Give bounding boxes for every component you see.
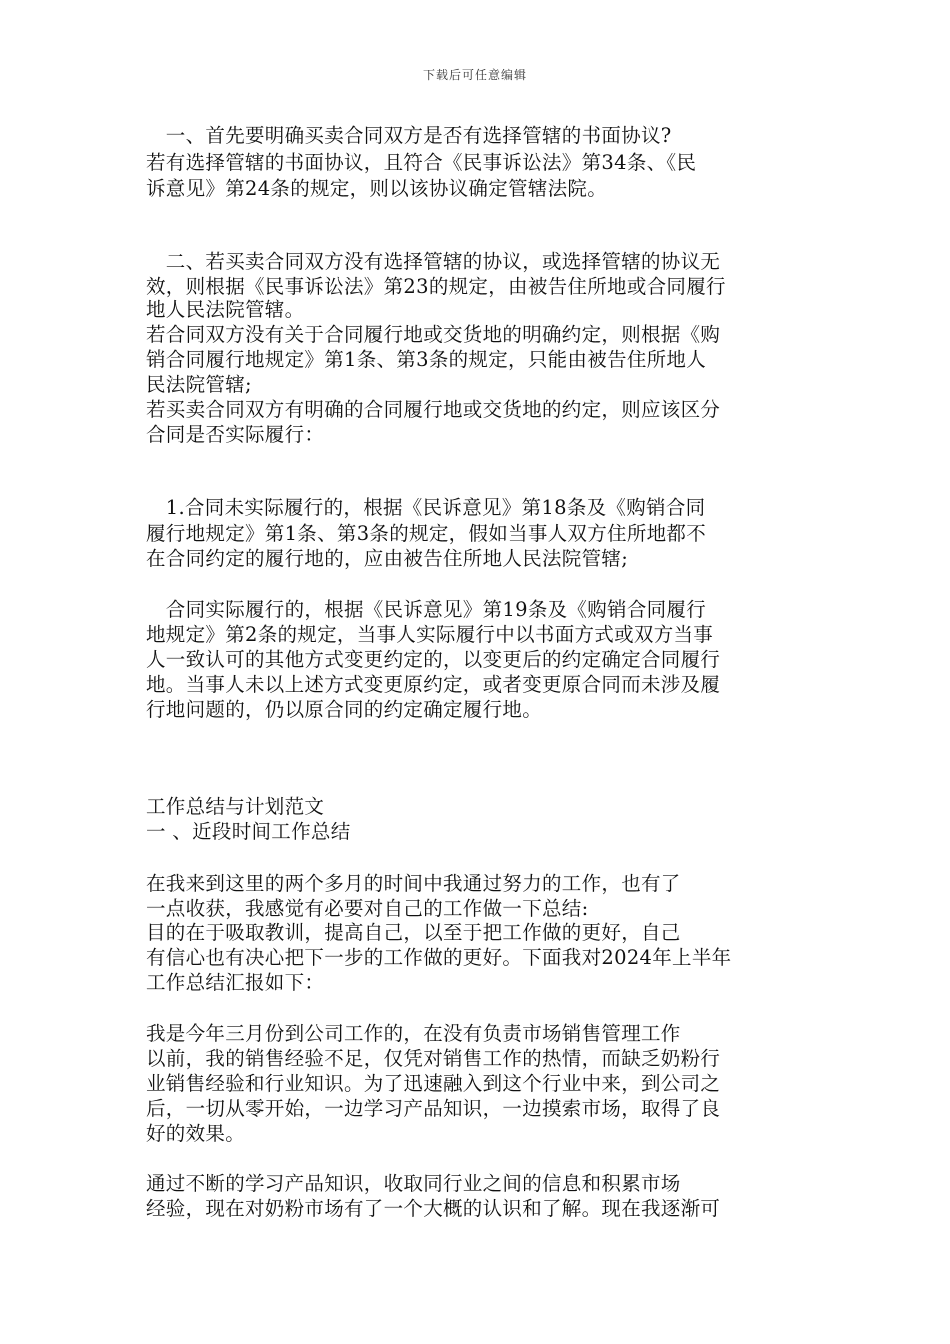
text-line: 若买卖合同双方有明确的合同履行地或交货地的约定，则应该区分	[146, 398, 721, 421]
text-line: 地。当事人未以上述方式变更原约定，或者变更原合同而未涉及履	[146, 673, 721, 696]
text-line: 有信心也有决心把下一步的工作做的更好。下面我对2024年上半年	[146, 946, 732, 969]
text-line: 通过不断的学习产品知识，收取同行业之间的信息和积累市场	[146, 1172, 681, 1195]
text-line: 以前，我的销售经验不足，仅凭对销售工作的热情，而缺乏奶粉行	[146, 1047, 721, 1070]
text-line: 诉意见》第24条的规定，则以该协议确定管辖法院。	[146, 177, 608, 200]
text-line: 地规定》第2条的规定，当事人实际履行中以书面方式或双方当事	[146, 623, 714, 646]
text-line: 业销售经验和行业知识。为了迅速融入到这个行业中来，到公司之	[146, 1072, 721, 1095]
text-line: 行地问题的，仍以原合同的约定确定履行地。	[146, 698, 543, 721]
text-line: 1.合同未实际履行的，根据《民诉意见》第18条及《购销合同	[146, 496, 706, 519]
text-line: 好的效果。	[146, 1122, 246, 1145]
text-line: 合同实际履行的，根据《民诉意见》第19条及《购销合同履行	[146, 598, 707, 621]
text-line: 我是今年三月份到公司工作的，在没有负责市场销售管理工作	[146, 1022, 681, 1045]
text-line: 若合同双方没有关于合同履行地或交货地的明确约定，则根据《购	[146, 323, 721, 346]
text-line: 效，则根据《民事诉讼法》第23的规定，由被告住所地或合同履行	[146, 275, 726, 298]
text-line: 一点收获，我感觉有必要对自己的工作做一下总结:	[146, 897, 589, 920]
page-header: 下载后可任意编辑	[422, 68, 527, 82]
text-line: 工作总结汇报如下：	[146, 971, 325, 994]
text-line: 民法院管辖;	[146, 373, 252, 396]
text-line: 在合同约定的履行地的，应由被告住所地人民法院管辖;	[146, 547, 629, 570]
text-line: 二、若买卖合同双方没有选择管辖的协议，或选择管辖的协议无	[146, 250, 721, 273]
text-line: 在我来到这里的两个多月的时间中我通过努力的工作，也有了	[146, 872, 681, 895]
section-subtitle: 一 、近段时间工作总结	[146, 820, 351, 843]
text-line: 一、首先要明确买卖合同双方是否有选择管辖的书面协议?	[146, 124, 672, 147]
text-line: 若有选择管辖的书面协议，且符合《民事诉讼法》第34条、《民	[146, 151, 697, 174]
text-line: 履行地规定》第1条、第3条的规定，假如当事人双方住所地都不	[146, 522, 707, 545]
text-line: 人一致认可的其他方式变更约定的，以变更后的约定确定合同履行	[146, 648, 721, 671]
text-line: 经验，现在对奶粉市场有了一个大概的认识和了解。现在我逐渐可	[146, 1197, 721, 1220]
text-line: 目的在于吸取教训，提高自己，以至于把工作做的更好，自己	[146, 921, 681, 944]
text-line: 地人民法院管辖。	[146, 298, 305, 321]
section-title: 工作总结与计划范文	[146, 795, 325, 818]
text-line: 销合同履行地规定》第1条、第3条的规定，只能由被告住所地人	[146, 348, 707, 371]
text-line: 后，一切从零开始，一边学习产品知识，一边摸索市场，取得了良	[146, 1097, 721, 1120]
text-line: 合同是否实际履行：	[146, 423, 325, 446]
